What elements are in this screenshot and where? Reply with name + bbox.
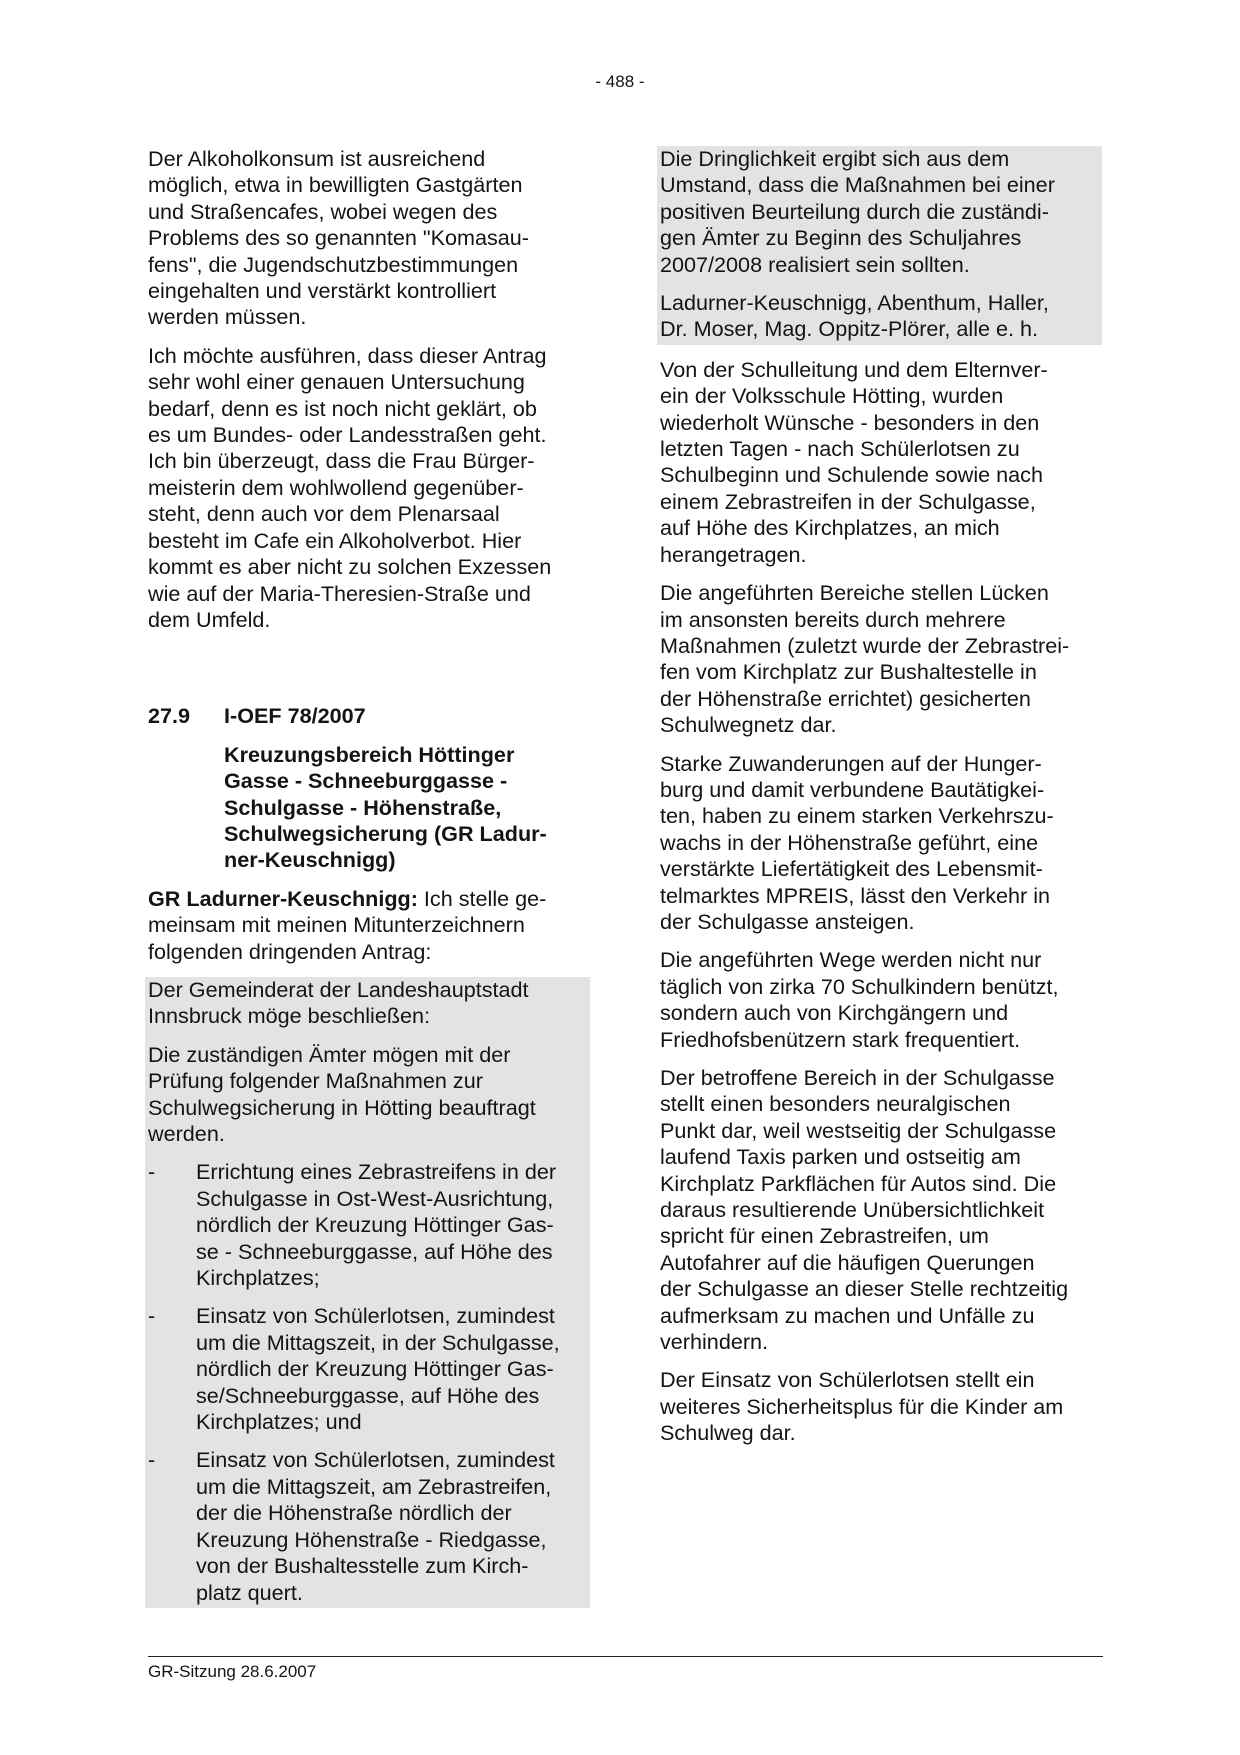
signatories: Ladurner-Keuschnigg, Abenthum, Haller, Dr. Moser, Mag. Oppitz-Plörer, alle e. h. <box>660 290 1049 342</box>
motion-bullet <box>148 1159 590 1303</box>
justification-paragraph: Der Einsatz von Schülerlotsen stellt ein weiteres Sicherheitsplus für die Kinder am Schulweg dar. <box>660 1367 1064 1446</box>
bullet-marker: - <box>148 1447 156 1473</box>
right-column <box>660 146 1102 1459</box>
speech-paragraph <box>148 886 590 965</box>
motion-bullet <box>148 1447 590 1607</box>
section-code: I-OEF 78/2007 <box>224 703 366 729</box>
footer-divider <box>148 1656 1103 1657</box>
bullet-marker: - <box>148 1303 156 1329</box>
paragraph-investigation: Ich möchte ausführen, dass dieser Antrag sehr wohl einer genauen Untersuchung bedarf, denn es ist noch nicht geklärt, ob es um Bundes- oder Landesstraßen geht. Ich bin überzeugt, dass die Frau Bürger- meisterin dem wohlwollend gegenüber- steht, denn auch vor dem Plenarsaal besteht im Cafe ein Alkoholverbot. Hier kommt es aber nicht zu solchen Exzessen wie auf der Maria-Theresien-Straße und dem Umfeld. <box>148 342 552 632</box>
bullet-text: Errichtung eines Zebrastreifens in der Schulgasse in Ost-West-Ausrichtung, nördlich der Kreuzung Höttinger Gas- se - Schneeburggasse, auf Höhe des Kirchplatzes; <box>196 1159 557 1291</box>
justification-paragraph: Die angeführten Bereiche stellen Lücken im ansonsten bereits durch mehrere Maßnahmen (zuletzt wurde der Zebrastrei- fen vom Kirchplatz zur Bushaltestelle in der Höhenstraße errichtet) gesicherten Schulwegnetz dar. <box>660 580 1070 738</box>
paragraph-alcohol: Der Alkoholkonsum ist ausreichend möglich, etwa in bewilligten Gastgärten und Straßencafes, wobei wegen des Problems des so genannten "Komasau- fens", die Jugendschutzbestimmungen eingehalten und verstärkt kontrolliert werden müssen. <box>148 146 529 330</box>
speech-text: Ich stelle ge- meinsam mit meinen Mitunterzeichnern folgenden dringenden Antrag: <box>148 885 547 964</box>
footer-text: GR-Sitzung 28.6.2007 <box>148 1662 317 1681</box>
urgency-block <box>657 146 1102 345</box>
motion-body: Die zuständigen Ämter mögen mit der Prüfung folgender Maßnahmen zur Schulwegsicherung in Hötting beauftragt werden. <box>148 1041 536 1146</box>
bullet-marker: - <box>148 1159 156 1185</box>
motion-bullet <box>148 1303 590 1447</box>
motion-block <box>145 977 590 1608</box>
speaker-name: GR Ladurner-Keuschnigg: <box>148 885 418 911</box>
bullet-text: Einsatz von Schülerlotsen, zumindest um die Mittagszeit, in der Schulgasse, nördlich der Kreuzung Höttinger Gas- se/Schneeburggasse, auf Höhe des Kirchplatzes; und <box>196 1303 560 1435</box>
bullet-text: Einsatz von Schülerlotsen, zumindest um die Mittagszeit, am Zebrastreifen, der die Höhenstraße nördlich der Kreuzung Höhenstraße - Riedgasse, von der Bushaltesstelle zum Kirch- platz quert. <box>196 1447 555 1605</box>
justification-paragraph: Der betroffene Bereich in der Schulgasse stellt einen besonders neuralgischen Punkt dar, weil westseitig der Schulgasse laufend Taxis parken und ostseitig am Kirchplatz Parkflächen für Autos sind. Die daraus resultierende Unübersichtlichkeit spricht für einen Zebrastreifen, um Autofahrer auf die häufigen Querungen der Schulgasse an dieser Stelle rechtzeitig aufmerksam zu machen und Unfälle zu verhindern. <box>660 1065 1069 1355</box>
section-title: Kreuzungsbereich Höttinger Gasse - Schneeburggasse - Schulgasse - Höhenstraße, Schulwegsicherung (GR Ladur- ner-Keuschnigg) <box>224 741 547 873</box>
motion-intro: Der Gemeinderat der Landeshauptstadt Innsbruck möge beschließen: <box>148 976 529 1029</box>
left-column <box>148 146 590 1608</box>
justification-paragraph: Starke Zuwanderungen auf der Hunger- burg und damit verbundene Bautätigkei- ten, haben zu einem starken Verkehrszu- wachs in der Höhenstraße geführt, eine verstärkte Liefertätigkeit des Lebensmit- telmarktes MPREIS, lässt den Verkehr in der Schulgasse ansteigen. <box>660 750 1054 934</box>
section-number: 27.9 <box>148 703 191 729</box>
justification-paragraph: Von der Schulleitung und dem Elternver- ein der Volksschule Hötting, wurden wiederholt Wünsche - besonders in den letzten Tagen - nach Schülerlotsen zu Schulbeginn und Schulende sowie nach einem Zebrastreifen in der Schulgasse, auf Höhe des Kirchplatzes, an mich herangetragen. <box>660 356 1048 567</box>
section-spacer <box>148 645 590 703</box>
justification-paragraph: Die angeführten Wege werden nicht nur täglich von zirka 70 Schulkindern benützt, sondern auch von Kirchgängern und Friedhofsbenützern stark frequentiert. <box>660 947 1059 1052</box>
section-heading <box>148 703 590 729</box>
urgency-text: Die Dringlichkeit ergibt sich aus dem Umstand, dass die Maßnahmen bei einer positiven Beurteilung durch die zuständi- gen Ämter zu Beginn des Schuljahres 2007/2008 realisiert sein sollten. <box>660 146 1055 277</box>
page-number: - 488 - <box>595 72 645 91</box>
